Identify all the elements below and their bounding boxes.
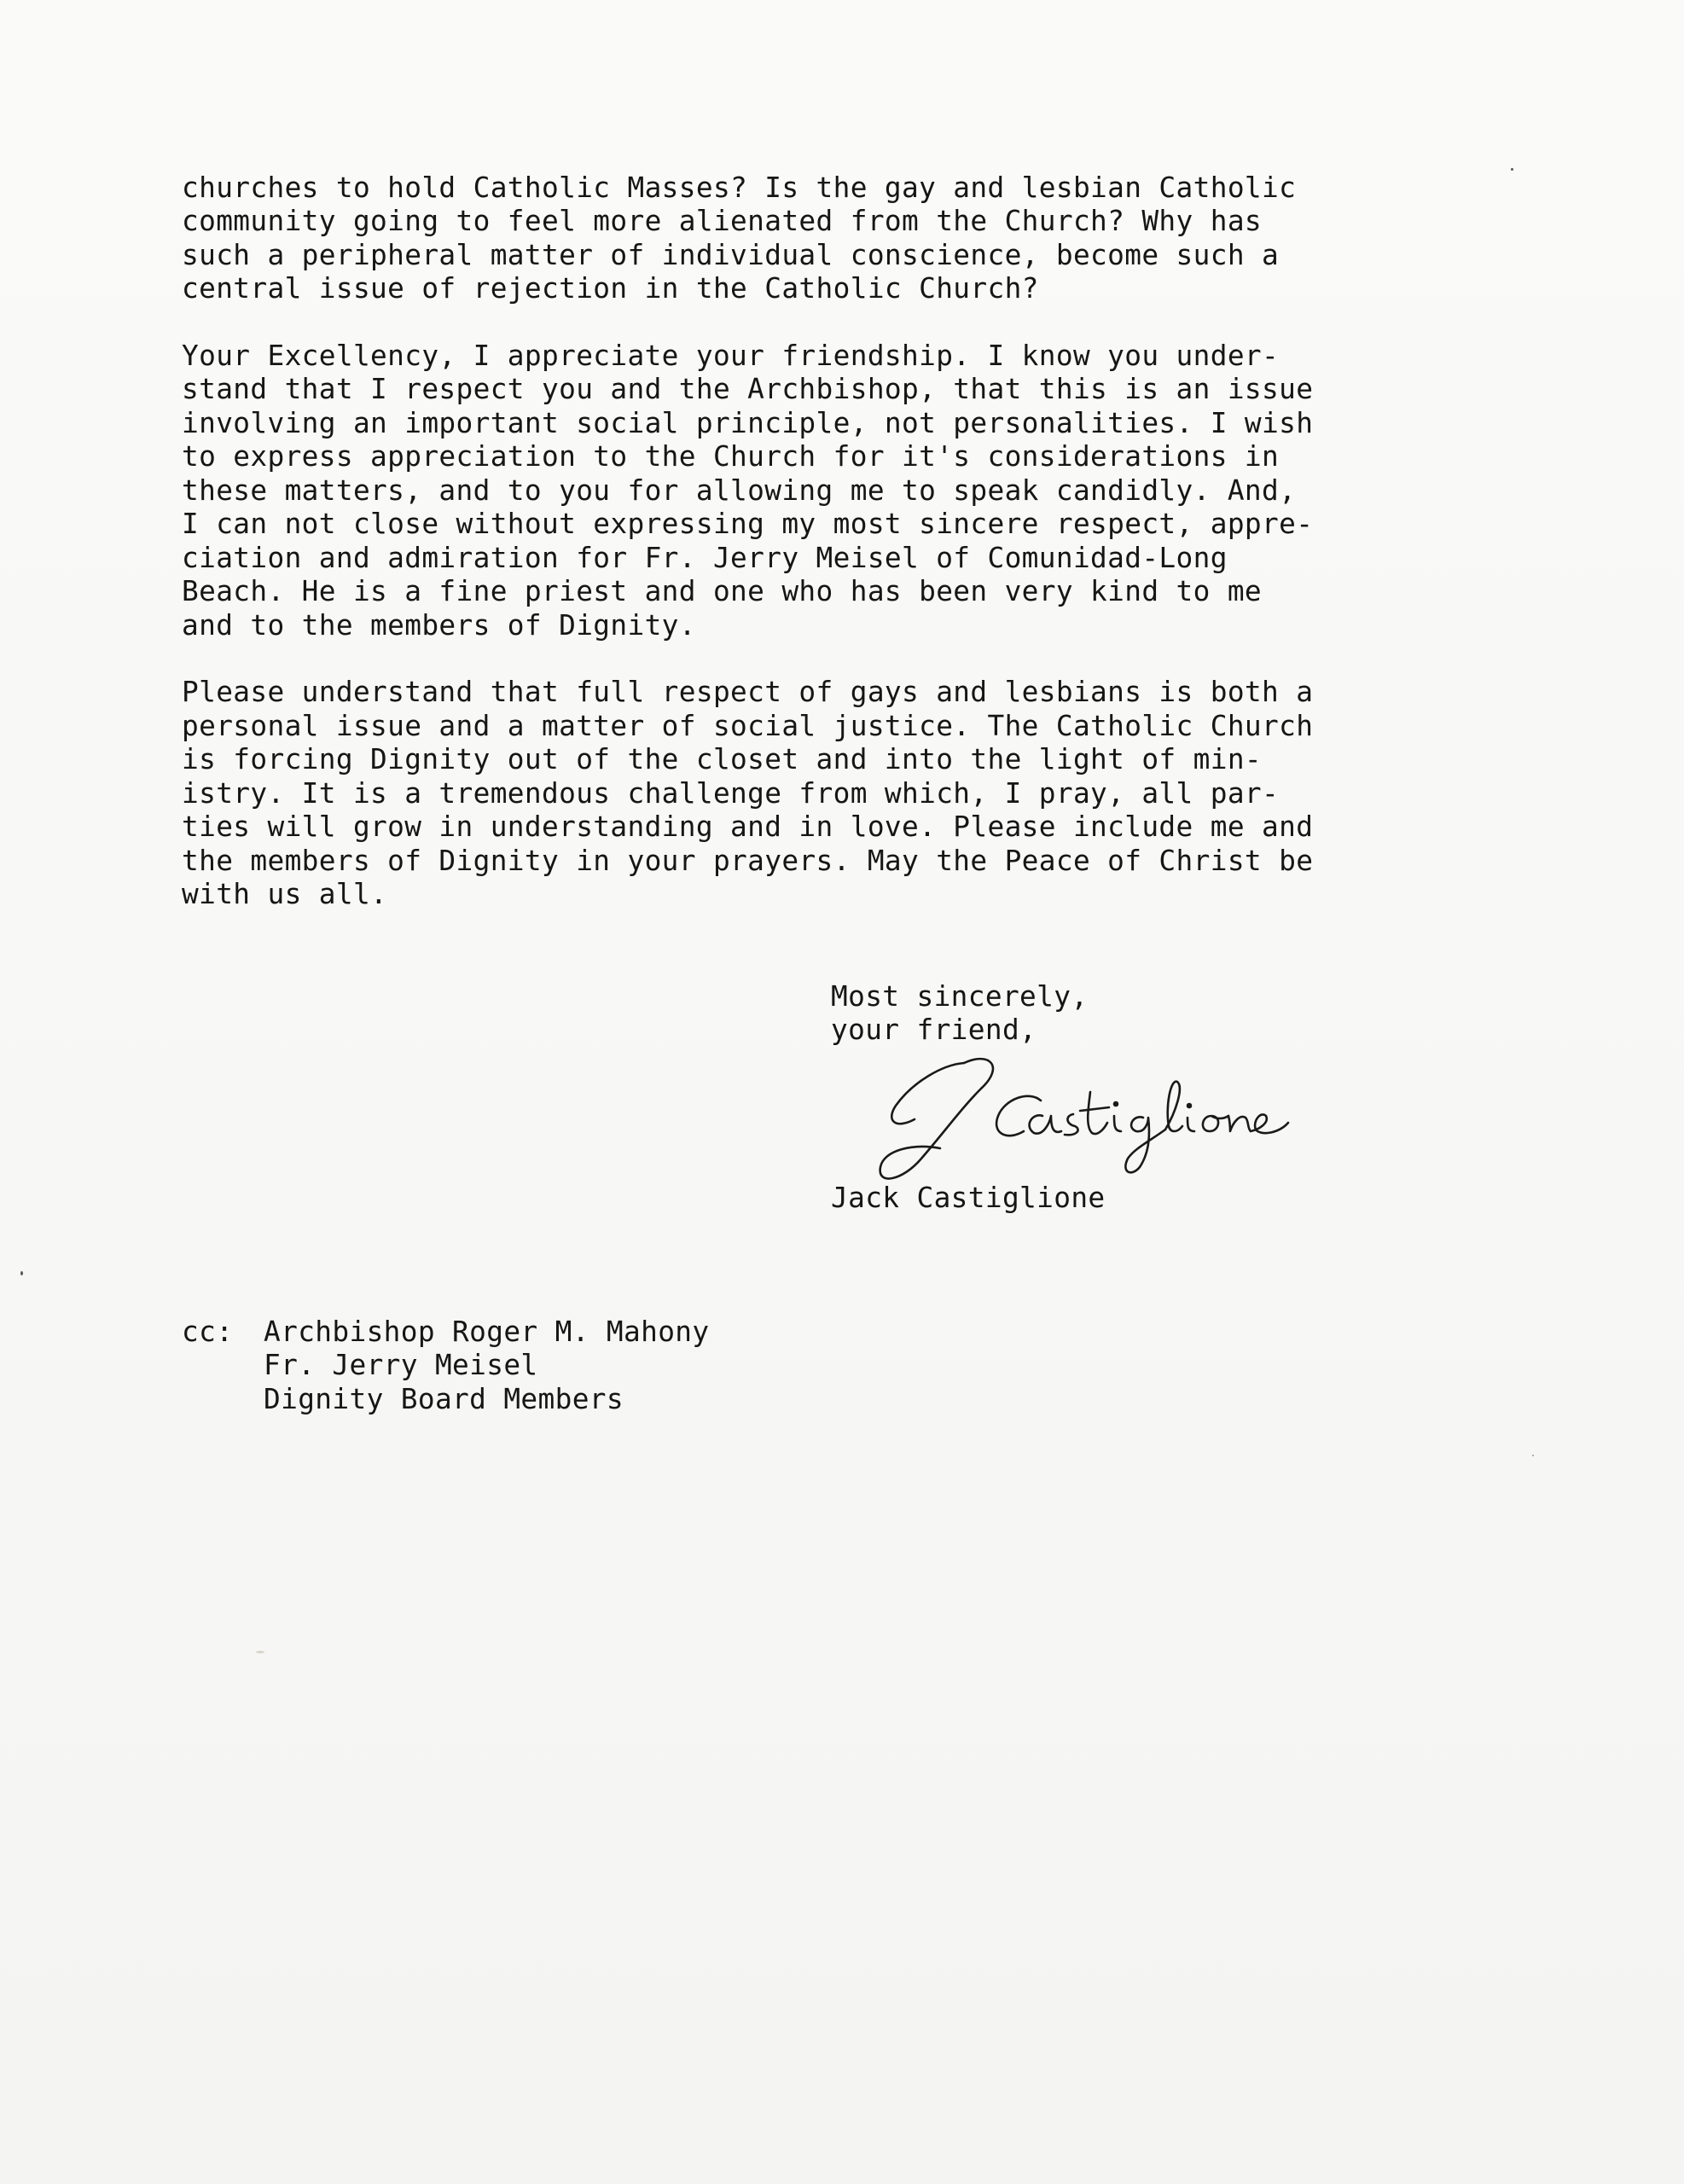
paragraph-line: to express appreciation to the Church for it's considerations in [182, 440, 1280, 473]
cc-recipient: Dignity Board Members [264, 1383, 624, 1415]
paragraph-line: with us all. [182, 878, 388, 910]
cc-recipient: Archbishop Roger M. Mahony [264, 1316, 710, 1348]
paragraph-line: Beach. He is a fine priest and one who has been very kind to me [182, 575, 1263, 607]
paragraph-line: involving an important social principle, not personalities. I wish [182, 407, 1314, 439]
paragraph-line: personal issue and a matter of social justice. The Catholic Church [182, 710, 1314, 742]
paragraph-line: Please understand that full respect of gays and lesbians is both a [182, 676, 1314, 708]
closing-line: Most sincerely, [831, 980, 1089, 1013]
paper-speck [1532, 1455, 1534, 1456]
paragraph-line: I can not close without expressing my most sincere respect, appre- [182, 508, 1314, 540]
closing-line: your friend, [831, 1014, 1037, 1046]
paragraph-line: and to the members of Dignity. [182, 609, 696, 642]
paragraph-line: central issue of rejection in the Catholic Church? [182, 272, 1039, 305]
paragraph-line: these matters, and to you for allowing me to speak candidly. And, [182, 474, 1297, 507]
paper-speck [256, 1651, 264, 1653]
paragraph-line: ciation and admiration for Fr. Jerry Meisel of Comunidad-Long [182, 542, 1228, 574]
paragraph-line: Your Excellency, I appreciate your friendship. I know you under- [182, 340, 1280, 372]
paragraph-line: the members of Dignity in your prayers. May the Peace of Christ be [182, 845, 1314, 877]
paragraph-line: such a peripheral matter of individual conscience, become such a [182, 239, 1280, 271]
paper-speck [1511, 168, 1513, 171]
paragraph-line: is forcing Dignity out of the closet and into the light of min- [182, 743, 1263, 775]
cc-label: cc: [182, 1316, 234, 1348]
handwritten-signature [862, 1048, 1322, 1193]
paragraph-line: community going to feel more alienated from the Church? Why has [182, 205, 1263, 237]
cc-recipient: Fr. Jerry Meisel [264, 1349, 538, 1381]
paragraph-line: ties will grow in understanding and in love. Please include me and [182, 810, 1314, 843]
paragraph-line: churches to hold Catholic Masses? Is the gay and lesbian Catholic [182, 171, 1297, 204]
paragraph-line: stand that I respect you and the Archbishop, that this is an issue [182, 373, 1314, 405]
signer-name: Jack Castiglione [831, 1182, 1106, 1214]
paragraph-line: istry. It is a tremendous challenge from which, I pray, all par- [182, 777, 1280, 810]
paper-speck [20, 1271, 23, 1275]
